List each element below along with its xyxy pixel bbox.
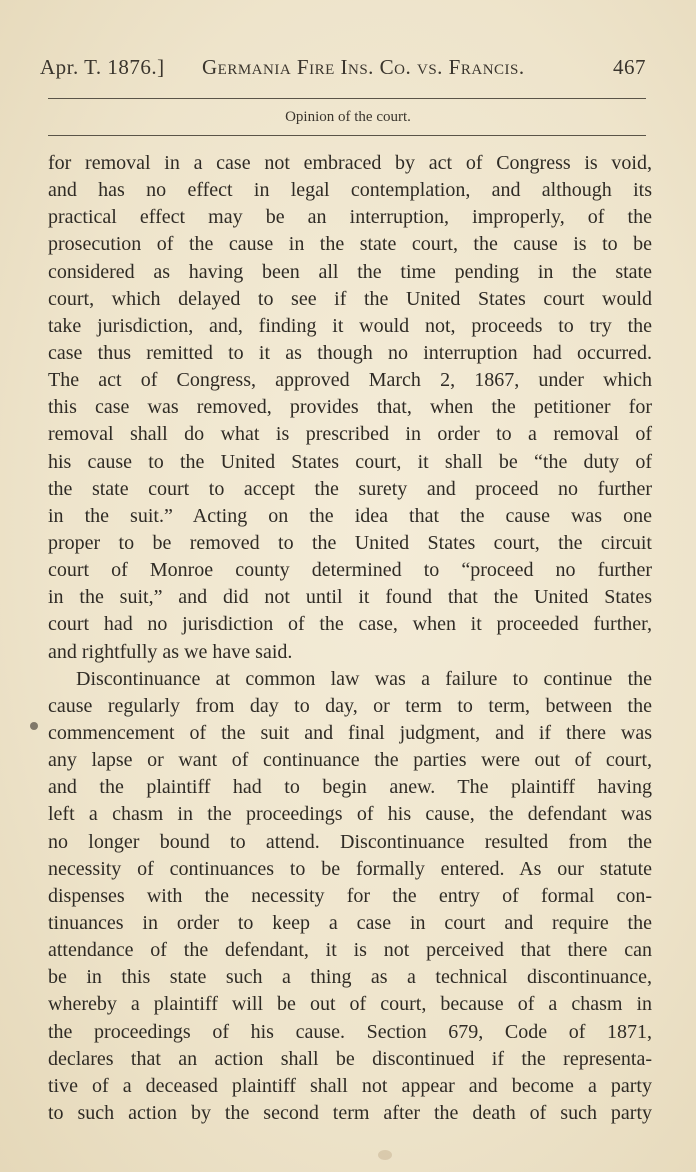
text-line: court of Monroe county determined to “proceed no further (48, 559, 652, 582)
text-line: practical effect may be an interruption, improperly, of the (48, 206, 652, 229)
text-line: necessity of continuances to be formally entered. As our statute (48, 857, 652, 880)
text-line: for removal in a case not embraced by act of Congress is void, (48, 152, 652, 174)
text-line: attendance of the defendant, it is not perceived that there can (48, 939, 652, 962)
text-line: case thus remitted to it as though no interruption had occurred. (48, 341, 652, 364)
header-rule-top (48, 98, 646, 99)
text-line: whereby a plaintiff will be out of court, because of a chasm in (48, 993, 652, 1016)
text-line: removal shall do what is prescribed in order to a removal of (48, 423, 652, 446)
paragraph-last-line: and rightfully as we have said. (48, 640, 293, 663)
text-line: cause regularly from day to day, or term to term, between the (48, 694, 652, 717)
text-line: in the suit.” Acting on the idea that the cause was one (48, 504, 652, 527)
paragraph-first-line: Discontinuance at common law was a failure to continue the (76, 667, 652, 690)
text-line: tive of a deceased plaintiff shall not appear and become a party (48, 1074, 652, 1097)
text-line: any lapse or want of continuance the parties were out of court, (48, 749, 652, 772)
text-line: court, which delayed to see if the United States court would (48, 287, 652, 310)
ink-blot (30, 722, 38, 730)
text-line: his cause to the United States court, it shall be “the duty of (48, 450, 652, 473)
text-line: to such action by the second term after the death of such party (48, 1101, 652, 1124)
text-line: tinuances in order to keep a case in court and require the (48, 911, 652, 934)
text-line: this case was removed, provides that, when the petitioner for (48, 396, 652, 419)
header-rule-bottom (48, 135, 646, 136)
text-line: left a chasm in the proceedings of his cause, the defendant was (48, 803, 652, 826)
opinion-text (48, 150, 652, 1127)
text-line: proper to be removed to the United States court, the circuit (48, 531, 652, 554)
text-line: and the plaintiff had to begin anew. The plaintiff having (48, 776, 652, 799)
text-line: dispenses with the necessity for the entry of formal con- (48, 884, 652, 907)
text-line: declares that an action shall be discontinued if the representa- (48, 1047, 652, 1070)
text-line: be in this state such a thing as a technical discontinuance, (48, 966, 652, 989)
text-line: and has no effect in legal contemplation, and although its (48, 179, 652, 202)
text-line: the proceedings of his cause. Section 679, Code of 1871, (48, 1020, 652, 1043)
page-number: 467 (613, 55, 646, 79)
text-line: no longer bound to attend. Discontinuance resulted from the (48, 830, 652, 853)
text-line: commencement of the suit and final judgment, and if there was (48, 721, 652, 744)
header-term: Apr. T. 1876.] (40, 55, 165, 79)
section-subheading: Opinion of the court. (285, 109, 411, 125)
text-line: prosecution of the cause in the state court, the cause is to be (48, 233, 652, 256)
running-header (40, 52, 646, 82)
header-case-title: Germania Fire Ins. Co. vs. Francis. (202, 55, 525, 79)
text-line: the state court to accept the surety and proceed no further (48, 477, 652, 500)
text-line: The act of Congress, approved March 2, 1867, under which (48, 369, 652, 392)
text-line: court had no jurisdiction of the case, when it proceeded further, (48, 613, 652, 636)
text-line: in the suit,” and did not until it found that the United States (48, 586, 652, 609)
text-line: considered as having been all the time pending in the state (48, 260, 652, 283)
paper-stain (378, 1150, 392, 1160)
text-line: take jurisdiction, and, finding it would not, proceeds to try the (48, 314, 652, 337)
